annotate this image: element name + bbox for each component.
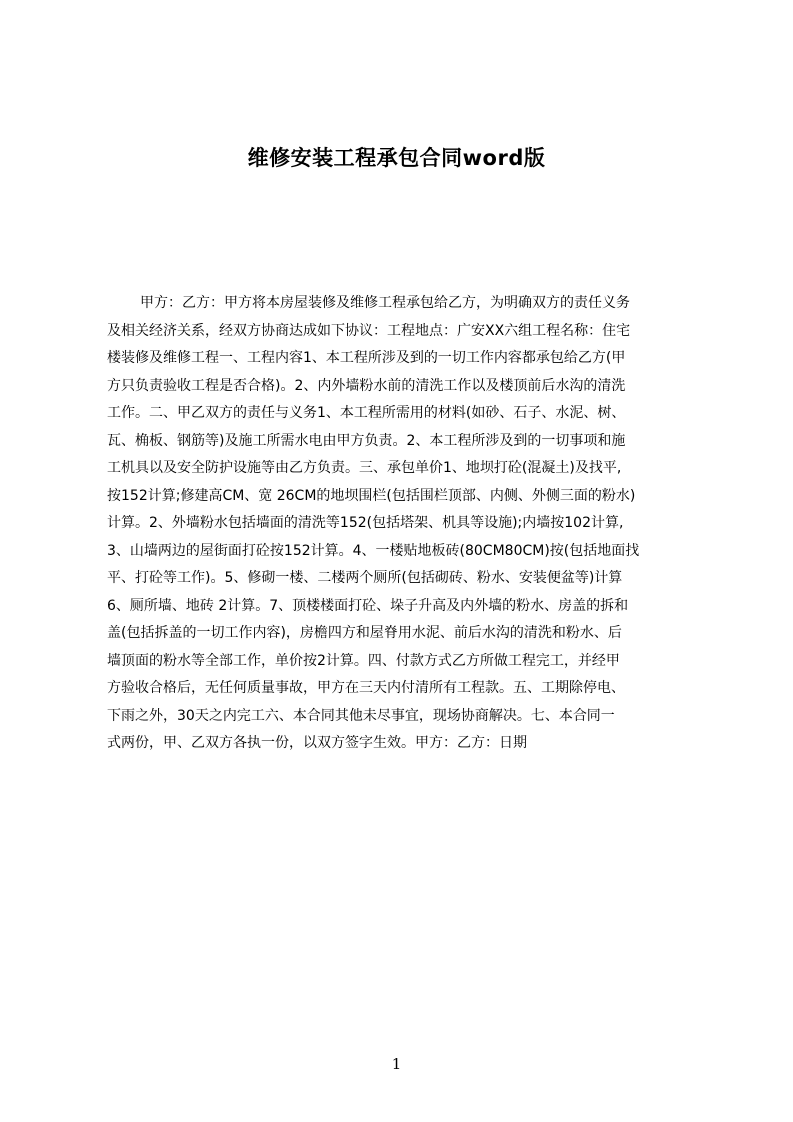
body-line: 及相关经济关系，经双方协商达成如下协议：工程地点：广安XX六组工程名称：住宅 — [107, 322, 631, 339]
body-line: 计算。2、外墙粉水包括墙面的清洗等152(包括塔架、机具等设施);内墙按102计算, — [107, 515, 624, 531]
body-line: 瓦、桷板、钢筋等)及施工所需水电由甲方负责。2、本工程所涉及到的一切事项和施 — [107, 432, 626, 449]
body-line: 方验收合格后，无任何质量事故，甲方在三天内付清所有工程款。五、工期除停电、 — [107, 680, 625, 696]
body-line: 盖(包括拆盖的一切工作内容)，房檐四方和屋脊用水泥、前后水沟的清洗和粉水、后 — [107, 625, 622, 641]
body-line: 平、打砼等工作)。5、修砌一楼、二楼两个厕所(包括砌砖、粉水、安装便盆等)计算 — [107, 570, 623, 586]
body-line: 工作。二、甲乙双方的责任与义务1、本工程所需用的材料(如砂、石子、水泥、树、 — [107, 405, 626, 421]
body-line: 墙顶面的粉水等全部工作，单价按2计算。四、付款方式乙方所做工程完工，并经甲 — [107, 652, 620, 669]
body-line: 甲方：乙方：甲方将本房屋装修及维修工程承包给乙方，为明确双方的责任义务 — [140, 295, 630, 311]
body-line: 3、山墙两边的屋街面打砼按152计算。4、一楼贴地板砖(80CM80CM)按(包括地面找 — [107, 542, 640, 559]
body-line: 楼装修及维修工程一、工程内容1、本工程所涉及到的一切工作内容都承包给乙方(甲 — [107, 350, 626, 366]
body-line: 工机具以及安全防护设施等由乙方负责。三、承包单价1、地坝打砼(混凝土)及找平, — [107, 460, 622, 476]
body-line: 式两份，甲、乙双方各执一份，以双方签字生效。甲方：乙方：日期 — [107, 735, 527, 751]
page-number: 1 — [391, 1055, 402, 1073]
body-line: 方只负责验收工程是否合格)。2、内外墙粉水前的清洗工作以及楼顶前后水沟的清洗 — [107, 377, 626, 394]
contract-body — [107, 290, 699, 758]
body-line: 6、厕所墙、地砖 2计算。7、顶楼楼面打砼、垛子升高及内外墙的粉水、房盖的拆和 — [107, 597, 629, 614]
body-line: 下雨之外，30天之内完工六、本合同其他未尽事宜，现场协商解决。七、本合同一 — [107, 707, 615, 724]
document-title: 维修安装工程承包合同word版 — [247, 146, 546, 170]
body-line: 按152计算;修建高CM、宽 26CM的地坝围栏(包括围栏顶部、内侧、外侧三面的粉水) — [107, 487, 636, 504]
